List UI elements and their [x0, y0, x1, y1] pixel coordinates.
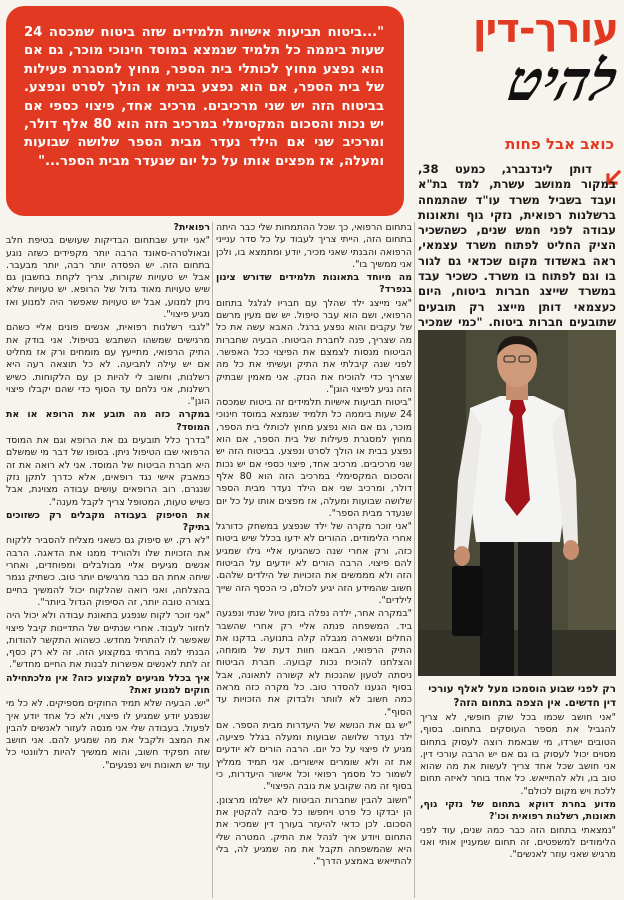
section-subtitle: כואב אבל פחות	[505, 135, 614, 153]
interview-question: איך בכלל מגיעים למקצוע כזה? אין מלכתחילה חוקים למנוע זאת?	[6, 672, 210, 696]
article-column-3	[6, 222, 210, 898]
column-paragraph: "יש. הבעיה שלא תמיד החוקים מספיקים. לא כל מי שנפגע יודע שמגיע לו פיצוי, ולא כל אחד יודע איך לפעול. בעבודה שלי אני מנסה לעזור לאנשים להבין את המצב ולקבל את מה שמגיע להם. אני חושב שזה תפקיד חשוב, והוא ממשיך להיות רלוונטי כל עוד יש תאונות ויש נפגעים".	[6, 698, 210, 771]
lawyer-photo	[418, 330, 616, 676]
headline-title: להיט	[500, 48, 624, 114]
intro-text: דותן לינדנברג, כמעט 38, במקור ממושב עשרת, למד בת"א ועבד בשביל משרד עו"ד שהתמחה ברשלנות רפואית, נזקי גוף ותאונות עבודה לפני חמש שנים, כשהשכיר הציק החליט לפתוח משרד עצמאי, ראה באשדוד מקום שכדאי גם לגור בו וגם לפתוח בו משרד. כשכיר עבד במשרד שייצג חברות ביטוח, היום כעצמאי דותן מייצג רק תובעים שתובעים חברות ביטוח. "כמי שמכיר	[418, 162, 616, 329]
column-paragraph: "ביטוח תביעות אישיות תלמידים זה ביטוח שמכסה 24 שעות ביממה כל תלמיד שנמצא במוסד חינוכי מוכר, גם אם הוא נפצע מחוץ לכותלי בית הספר, מחוץ למסגרת פעילות של בית הספר, אם הוא נפצע בבית או הולך לסרט ונפצע. בביטוח הזה יש שני מרכיבים. מרכיב אחד, פיצוי כספי אם יש נכות והסכום המקסימלי במרכיב הזה הוא 80 אלף דולר, ומרכיב שני אם הילד נעדר מבית הספר שלושה שבועות ומעלה, אז מפצים אותו על כל יום שנעדר מבית הספר".	[216, 397, 412, 519]
column-paragraph: "אני מייצג ילד שהלך עם חבריו לגלגל בתחום הרפואי, ושם הוא עבר טיפול. יש שם מעין מרשם של עקבים והוא נפצע ברגל. האבא עשה את כל מה שצריך, פנה לחברת הביטוח. הבעיה שחברות הביטוח מנסות לצמצם את הפיצוי ככל האפשר. לפני שנה קיבלתי את התיק ועשיתי את כל מה שצריך כדי להוכיח את הנזק. אני מאמין שבתיק הזה נגיע לפיצוי הוגן".	[216, 297, 412, 395]
column-paragraph: "אני יודע שבתחום הבדיקות שעושים בטיפת חלב ובאולטרה-סאונד הרבה יותר מקפידים כשזה נוגע בתחום הזה. יש הפסדה יותר רבה, יותר מבעבר. אבל יש טעויות שקורות, צריך לקחת בחשבון גם שיש טעויות מאוד גדול של הרופא. יש טעויות שלא ניתן למנוע, אבל יש טעויות שאפשר היה למנוע ואז מגיע פיצוי".	[6, 235, 210, 321]
column-divider	[212, 222, 213, 898]
column-paragraph: "יש גם את הנושא של היעדרות מבית הספר. אם ילד נעדר שלושה שבועות ומעלה בגלל פציעה, מגיע לו פיצוי על כל יום. הרבה הורים לא יודעים את זה ולא שומרים אישורים. אני תמיד ממליץ לשמור כל מסמך רפואי וכל אישור היעדרות, כי בסוף זה מה שקובע את גובה הפיצוי".	[216, 719, 412, 793]
article-column-1	[420, 712, 616, 900]
column-paragraph: "אני זוכר לקוח שנפגע בתאונת עבודה ולא יכול היה לחזור לעבוד. אחרי שנתיים של התדיינות קיבל פיצוי שאפשר לו להתחיל מחדש. כשהוא התקשר להודות, הבנתי למה בחרתי במקצוע הזה. זה לא רק כסף, זה לתת לאנשים אפשרות לבנות את החיים מחדש".	[6, 610, 210, 671]
column-paragraph: "במקרה אחר, ילדה נפלה בזמן טיול שנתי ונפגעה ביד. המשפחה פנתה אליי רק אחרי שהשבר החלים ונשארה מגבלה קלה בתנועה. בדקנו את התיק הרפואי, הבאנו חוות דעת של מומחה, והצלחנו להוכיח נכות קבועה. חברת הביטוח ניסתה לטעון שהנכות לא קשורה לתאונה, אבל בסוף הגענו להסדר טוב. כל מקרה כזה מראה כמה חשוב לא לוותר ולבדוק את הזכויות עד הסוף".	[216, 608, 412, 718]
article-column-2	[216, 222, 412, 898]
pull-quote-text: "...ביטוח תביעות אישיות תלמידים שזה ביטוח שמכסה 24 שעות ביממה כל תלמיד שנמצא במוסד חינוכי מוכר, גם אם הוא נפצע מחוץ לכותלי בית הספר, מחוץ למסגרת פעילות של בית הספר, אם הוא נפצע בבית או הולך לסרט ונפצע. בביטוח הזה יש שני מרכיבים. מרכיב אחד, פיצוי כספי אם יש נכות והסכום המקסימלי במרכיב הזה הוא 80 אלף דולר, ומרכיב שני אם הילד נעדר מבית הספר שלושה שבועות ומעלה, אז מפצים אותו על כל יום שנעדר מבית הספר..."	[24, 25, 384, 169]
column-paragraph: "לגבי רשלנות רפואית, אנשים פונים אליי כשהם מרגישים שמשהו השתבש בטיפול. אני בודק את התיק הרפואי, מתייעץ עם מומחים ורק אז מחליט אם יש עילה לתביעה. לא כל תוצאה רעה היא רשלנות, וחשוב לי להיות כן עם הלקוחות. כשיש רשלנות, אני נלחם עד הסוף כדי שהם יקבלו פיצוי הוגן".	[6, 322, 210, 408]
lawyer-illustration	[418, 330, 616, 676]
interview-question: את הסיפוק בעבודה מקבלים רק כשזוכים בתיק?	[6, 509, 210, 534]
column-paragraph: "חשוב להבין שחברות הביטוח לא ישלמו מרצונן. הן יבדקו כל פרט ויחפשו כל סיבה להקטין את הסכום. לכן כדאי להיעזר בעורך דין שמכיר את התחום ויודע איך לנהל את התיק. המטרה שלי היא שהמשפחה תקבל את מה שמגיע לה, בלי להתייאש באמצע הדרך".	[216, 794, 412, 868]
interview-question: במקרה כזה מה תובע את הרופא או את המוסד?	[6, 409, 210, 433]
headline	[410, 2, 622, 122]
column-paragraph: "אני זוכר מקרה של ילד שנפצע במשחק כדורגל אחרי הלימודים. ההורים לא ידעו בכלל שיש ביטוח כזה, ורק אחרי שנה כשהגיעו אליי גילו שמגיע להם פיצוי. הרבה הורים לא יודעים על הביטוח הזה ולא מממשים את הזכויות של הילדים שלהם. חשוב שהמידע הזה יגיע לכולם, כי הכסף הזה שייך לילדים".	[216, 521, 412, 606]
column-paragraph: "נמצאתי בתחום הזה כבר כמה שנים, עוד לפני הלימודים למשפטים. זה תחום שמעניין אותי ואני מרגיש שאני עוזר לאנשים".	[420, 824, 616, 861]
column-paragraph: "לא רק. יש סיפוק גם כשאני מצליח להסביר ללקוח את הזכויות שלו ולהוריד ממנו את הדאגה. הרבה אנשים מגיעים אליי מבולבלים ומפוחדים, ואחרי שיחה אחת הם כבר מרגישים יותר טוב. כשתיק נגמר בהצלחה, ואני רואה שהלקוח יכול להמשיך בחיים בצורה טובה יותר, זה הסיפוק הגדול ביותר".	[6, 535, 210, 608]
interview-question: מה מיוחד בתאונות תלמידים שדורש צינון בנפרד?	[216, 272, 412, 296]
interview-question: רפואית?	[173, 222, 210, 233]
photo-caption: רק לפני שבוע הוסמכו מעל לאלף עורכי דין חדשים. אין הצפה בתחום הזה?	[428, 683, 616, 709]
pull-quote-box	[6, 6, 404, 216]
column-paragraph: "בדרך כלל תובעים גם את הרופא וגם את המוסד הרפואי שבו הטיפול ניתן. בסופו של דבר מי שמשלם היא חברת הביטוח של המוסד. אני לא רואה את זה כמאבק אישי נגד רופאים, אלא כדרך לתקן נזק שנגרם. רוב הרופאים עושים עבודה מצוינת, אבל כשיש טעות, המטופל צריך לקבל מענה".	[6, 435, 210, 508]
column-divider	[414, 222, 415, 898]
column-paragraph: בתחום הרפואי, כך שכל ההתמחות שלי כבר היתה בתחום הזה, הייתי צריך לעבוד על כל סדר ענייני הרפואה והבנתי שאני מכיר, יודע ומתמצא בו, ולכן אני ממשיך בו".	[216, 222, 412, 270]
headline-kicker: עורך-דין	[472, 6, 618, 52]
column-paragraph: "אני חושב שכמו בכל שוק חופשי, לא צריך להגביל את מספר העוסקים בתחום. בסוף, הטובים ישרדו, מי שבאמת רוצה לעסוק בתחום מסוים יכול לעסוק בו גם אם יש הרבה עורכי דין. אני חושב שכל אחד צריך לעשות את מה שהוא טוב בו, ולא להתייאש. כל אחד בוחר לאיזה תחום ללכת ויש מקום לכולם".	[420, 712, 616, 797]
interview-question: מדוע בחרת דווקא בתחום של נזקי גוף, תאונות, רשלנות רפואית וכו'?	[420, 799, 616, 823]
